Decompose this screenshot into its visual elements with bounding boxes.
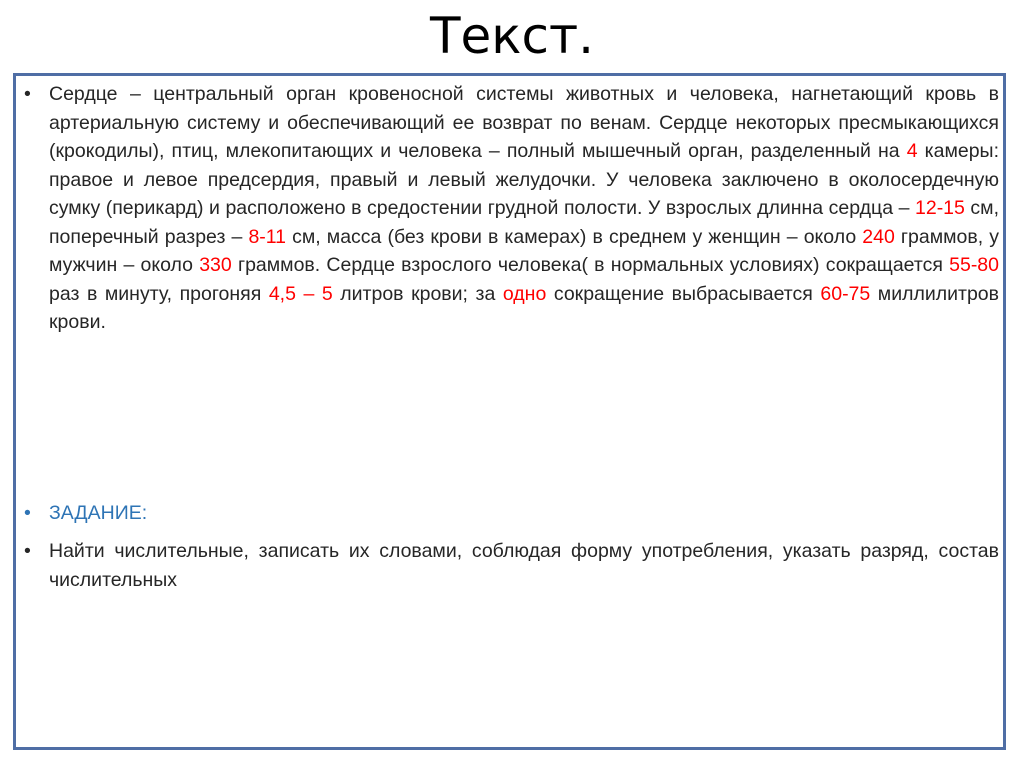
paragraph-segment: граммов. Сердце взрослого человека( в нормальных условиях) сокращается <box>231 254 950 276</box>
highlighted-numeral: одно <box>502 282 547 305</box>
slide-title: Текст. <box>429 7 594 65</box>
highlighted-numeral: 60-75 <box>820 282 871 305</box>
task-bullet <box>24 537 999 594</box>
paragraph-segment: см, поперечный разрез – <box>49 197 999 248</box>
paragraph-segment: Сердце – центральный орган кровеносной системы животных и человека, нагнетающий кровь в артериальную систему и обеспечивающий ее возврат по венам. Сердце некоторых пресмыкающихся (крокодилы), птиц, млекопитающих и человека – полный мышечный орган, разделенный на <box>49 83 999 162</box>
highlighted-numeral: 8-11 <box>248 225 287 248</box>
highlighted-numeral: 4,5 – 5 <box>268 282 333 305</box>
highlighted-numeral: 4 <box>906 140 918 162</box>
paragraph-text <box>49 80 999 337</box>
paragraph-bullet <box>24 80 999 337</box>
task-text: Найти числительные, записать их словами, соблюдая форму употребления, указать разряд, состав числительных <box>49 540 999 591</box>
paragraph-segment: см, масса (без крови в камерах) в среднем у женщин – около <box>286 225 863 248</box>
bullet-marker: • <box>24 83 31 105</box>
highlighted-numeral: 240 <box>862 225 895 248</box>
bullet-marker: • <box>24 502 31 524</box>
highlighted-numeral: 330 <box>199 254 232 276</box>
paragraph-segment: сокращение выбрасывается <box>546 282 821 305</box>
task-heading-bullet <box>24 499 999 528</box>
paragraph-segment: граммов, у мужчин – около <box>49 225 999 276</box>
task-heading: ЗАДАНИЕ: <box>49 502 148 524</box>
paragraph-segment: литров крови; за <box>332 282 503 305</box>
paragraph-segment: миллилитров крови. <box>49 282 999 333</box>
highlighted-numeral: 55-80 <box>949 254 999 276</box>
highlighted-numeral: 12-15 <box>915 197 965 219</box>
bullet-marker: • <box>24 540 31 562</box>
paragraph-segment: камеры: правое и левое предсердия, правый и левый желудочки. У человека заключено в околосердечную сумку (перикард) и расположено в средостении грудной полости. У взрослых длинна сердца – <box>49 140 999 219</box>
paragraph-segment: раз в минуту, прогоняя <box>49 282 269 305</box>
